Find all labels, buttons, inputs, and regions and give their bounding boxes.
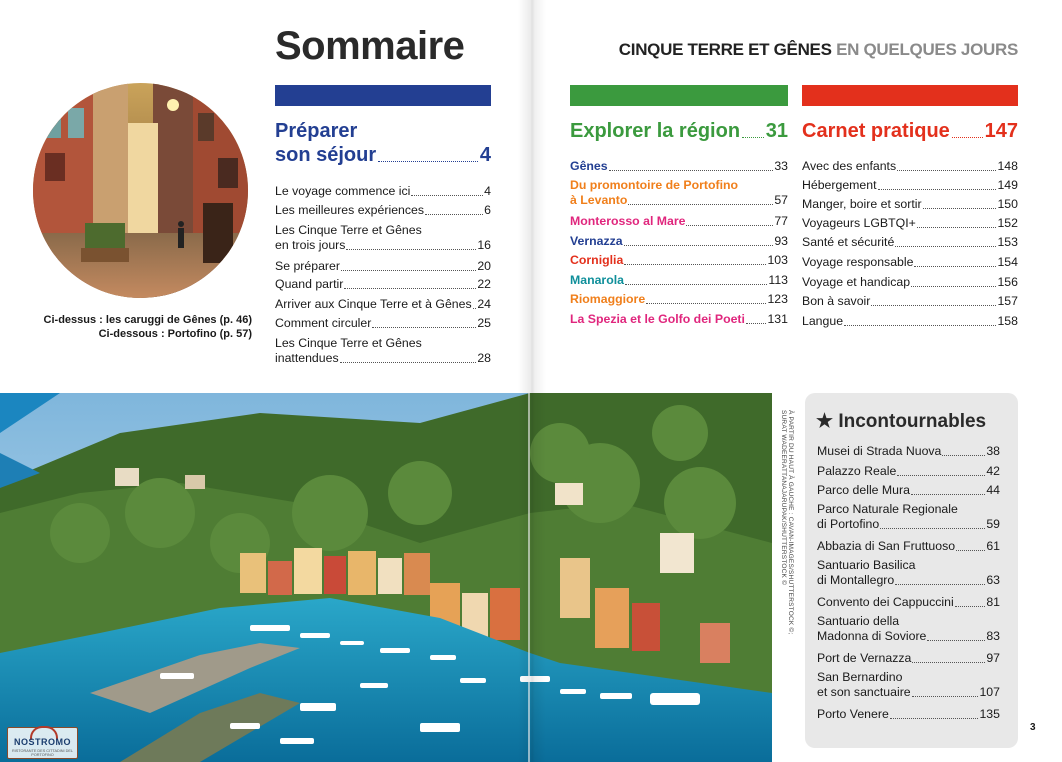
preparer-title-line-2: son séjour xyxy=(275,144,377,166)
toc-entry[interactable] xyxy=(275,259,491,274)
toc-entry[interactable] xyxy=(817,558,1000,588)
toc-entry-label: Voyageurs LGBTQI+ xyxy=(802,216,916,230)
toc-entry-label: Port de Vernazza xyxy=(817,651,912,665)
toc-entry-label: Manger, boire et sortir xyxy=(802,197,922,211)
toc-entry-page: 93 xyxy=(774,234,788,248)
caption-line-1: Ci-dessus : les caruggi de Gênes (p. 46) xyxy=(43,314,252,326)
toc-entry-label: La Spezia et le Golfo dei Poeti xyxy=(570,312,745,326)
toc-entry[interactable] xyxy=(570,214,788,229)
toc-entry[interactable] xyxy=(275,223,491,253)
toc-entry-page: 97 xyxy=(986,651,1000,665)
preparer-title xyxy=(275,119,491,167)
toc-entry-label: Porto Venere xyxy=(817,707,889,721)
toc-entry-page: 6 xyxy=(484,203,491,217)
toc-entry[interactable] xyxy=(817,651,1000,666)
toc-entry-label: San Bernardino xyxy=(817,670,903,684)
toc-entry-page: 33 xyxy=(774,159,788,173)
toc-entry-page: 59 xyxy=(986,517,1000,531)
blue-section-bar xyxy=(275,85,491,106)
page-subtitle xyxy=(619,40,1018,60)
toc-entry-page: 156 xyxy=(997,275,1018,289)
toc-entry-label: Arriver aux Cinque Terre et à Gênes xyxy=(275,297,472,311)
toc-entry[interactable] xyxy=(817,670,1000,700)
toc-entry-label-cont: en trois jours xyxy=(275,238,346,252)
toc-entry[interactable] xyxy=(802,197,1018,212)
toc-entry-label: Voyage responsable xyxy=(802,255,914,269)
toc-entry-label: Parco Naturale Regionale xyxy=(817,502,958,516)
toc-entry[interactable] xyxy=(817,464,1000,479)
toc-entry[interactable] xyxy=(275,277,491,292)
toc-entry-page: 150 xyxy=(997,197,1018,211)
toc-entry-label: Parco delle Mura xyxy=(817,483,910,497)
toc-entry[interactable] xyxy=(817,614,1000,644)
toc-entry[interactable] xyxy=(570,178,788,208)
toc-entry-label-cont: di Montallegro xyxy=(817,573,895,587)
incontournables-title-text: Incontournables xyxy=(838,411,987,432)
toc-entry[interactable] xyxy=(802,294,1018,309)
explorer-title-text: Explorer la région xyxy=(570,120,741,142)
toc-entry-label: Les meilleures expériences xyxy=(275,203,425,217)
toc-entry-label: Vernazza xyxy=(570,234,623,248)
toc-entry-label: Les Cinque Terre et Gênes xyxy=(275,336,422,350)
toc-entry-label: Corniglia xyxy=(570,253,624,267)
toc-entry[interactable] xyxy=(275,336,491,366)
toc-entry-page: 107 xyxy=(979,685,1000,699)
toc-entry-label: Bon à savoir xyxy=(802,294,871,308)
toc-entry-page: 77 xyxy=(774,214,788,228)
photo-caption xyxy=(20,313,252,341)
toc-entry-page: 44 xyxy=(986,483,1000,497)
toc-entry-page: 22 xyxy=(477,277,491,291)
toc-entry[interactable] xyxy=(817,707,1000,722)
toc-entry-label: Riomaggiore xyxy=(570,292,646,306)
toc-entry[interactable] xyxy=(570,234,788,249)
toc-entry-page: 63 xyxy=(986,573,1000,587)
genoa-alley-photo xyxy=(33,83,248,298)
toc-entry[interactable] xyxy=(570,159,788,174)
toc-entry-label: Les Cinque Terre et Gênes xyxy=(275,223,422,237)
toc-entry-page: 38 xyxy=(986,444,1000,458)
toc-entry[interactable] xyxy=(275,297,491,312)
toc-entry-label: Monterosso al Mare xyxy=(570,214,686,228)
toc-entry-label: Gênes xyxy=(570,159,608,173)
toc-entry-page: 135 xyxy=(979,707,1000,721)
toc-entry[interactable] xyxy=(817,444,1000,459)
star-icon: ★ xyxy=(816,411,834,432)
page-title: Sommaire xyxy=(275,24,465,68)
toc-entry-page: 154 xyxy=(997,255,1018,269)
toc-entry-page: 20 xyxy=(477,259,491,273)
toc-entry-page: 157 xyxy=(997,294,1018,308)
toc-entry-label: Abbazia di San Fruttuoso xyxy=(817,539,956,553)
toc-entry-label: Quand partir xyxy=(275,277,344,291)
toc-entry-label-cont: Madonna di Soviore xyxy=(817,629,927,643)
toc-entry-page: 152 xyxy=(997,216,1018,230)
toc-entry[interactable] xyxy=(817,483,1000,498)
toc-entry-page: 4 xyxy=(484,184,491,198)
explorer-page: 31 xyxy=(765,120,788,142)
toc-entry-page: 57 xyxy=(774,193,788,207)
photo-credit xyxy=(774,410,800,660)
toc-entry-page: 83 xyxy=(986,629,1000,643)
toc-entry-label-cont: et son sanctuaire xyxy=(817,685,911,699)
toc-entry[interactable] xyxy=(802,235,1018,250)
toc-entry-page: 16 xyxy=(477,238,491,252)
toc-entry-label-cont: di Portofino xyxy=(817,517,880,531)
incontournables-title xyxy=(816,410,986,433)
subtitle-part-2: EN QUELQUES JOURS xyxy=(831,40,1018,59)
toc-entry[interactable] xyxy=(802,216,1018,231)
toc-entry-page: 148 xyxy=(997,159,1018,173)
toc-entry-page: 24 xyxy=(477,297,491,311)
toc-entry-label: Musei di Strada Nuova xyxy=(817,444,942,458)
toc-entry-page: 25 xyxy=(477,316,491,330)
toc-entry-label: Hébergement xyxy=(802,178,877,192)
toc-entry-page: 158 xyxy=(997,314,1018,328)
page-number: 3 xyxy=(1030,722,1036,733)
toc-entry-label-cont: inattendues xyxy=(275,351,339,365)
toc-entry-label: Manarola xyxy=(570,273,624,287)
toc-entry[interactable] xyxy=(275,184,491,199)
green-section-bar xyxy=(570,85,788,106)
toc-entry-label: Santuario della xyxy=(817,614,900,628)
toc-entry-label-cont: à Levanto xyxy=(570,193,628,207)
toc-entry-page: 131 xyxy=(767,312,788,326)
toc-entry-label: Convento dei Cappuccini xyxy=(817,595,954,609)
toc-entry[interactable] xyxy=(817,595,1000,610)
toc-entry[interactable] xyxy=(275,203,491,218)
toc-entry-label: Se préparer xyxy=(275,259,340,273)
toc-entry[interactable] xyxy=(570,292,788,307)
carnet-page: 147 xyxy=(984,120,1018,142)
credit-line-1: À PARTIR DU HAUT À GAUCHE : CAVAN-IMAGES/SHUTTERSTOCK ©; xyxy=(787,410,794,635)
toc-entry[interactable] xyxy=(802,178,1018,193)
toc-entry[interactable] xyxy=(802,255,1018,270)
toc-entry-page: 113 xyxy=(768,273,788,287)
toc-entry-label: Santuario Basilica xyxy=(817,558,916,572)
toc-entry-page: 123 xyxy=(767,292,788,306)
toc-entry-label: Langue xyxy=(802,314,844,328)
caption-line-2: Ci-dessous : Portofino (p. 57) xyxy=(98,328,252,340)
toc-entry-page: 28 xyxy=(477,351,491,365)
carnet-title-text: Carnet pratique xyxy=(802,120,950,142)
toc-entry-label: Voyage et handicap xyxy=(802,275,911,289)
toc-entry-label: Du promontoire de Portofino xyxy=(570,178,739,192)
toc-entry[interactable] xyxy=(570,312,788,327)
toc-entry-page: 81 xyxy=(986,595,1000,609)
toc-entry-page: 153 xyxy=(997,235,1018,249)
toc-entry[interactable] xyxy=(802,275,1018,290)
toc-entry-page: 61 xyxy=(986,539,1000,553)
toc-entry[interactable] xyxy=(570,273,788,288)
nostromo-logo xyxy=(7,727,78,759)
toc-entry-label: Palazzo Reale xyxy=(817,464,897,478)
preparer-title-line-1: Préparer xyxy=(275,120,358,142)
logo-name: NOSTROMO xyxy=(14,737,71,747)
toc-entry[interactable] xyxy=(817,539,1000,554)
explorer-title xyxy=(570,119,788,143)
carnet-title xyxy=(802,119,1018,143)
toc-entry[interactable] xyxy=(275,316,491,331)
toc-entry-label: Comment circuler xyxy=(275,316,372,330)
preparer-page: 4 xyxy=(479,144,491,166)
toc-entry[interactable] xyxy=(570,253,788,268)
toc-entry-page: 149 xyxy=(997,178,1018,192)
toc-entry-label: Santé et sécurité xyxy=(802,235,895,249)
toc-entry-label: Avec des enfants xyxy=(802,159,897,173)
toc-entry-page: 42 xyxy=(986,464,1000,478)
toc-entry[interactable] xyxy=(802,314,1018,329)
toc-entry[interactable] xyxy=(802,159,1018,174)
red-section-bar xyxy=(802,85,1018,106)
logo-tagline: RISTORANTE DES CITTADINI DEL PORTOFINO xyxy=(11,749,74,757)
toc-entry-label: Le voyage commence ici xyxy=(275,184,411,198)
portofino-photo xyxy=(0,393,772,762)
subtitle-part-1: CINQUE TERRE ET GÊNES xyxy=(618,40,832,59)
toc-entry[interactable] xyxy=(817,502,1000,532)
credit-line-2: SURAT WADEERATTANAJARUPAK/SHUTTERSTOCK © xyxy=(780,410,787,586)
toc-entry-page: 103 xyxy=(767,253,788,267)
